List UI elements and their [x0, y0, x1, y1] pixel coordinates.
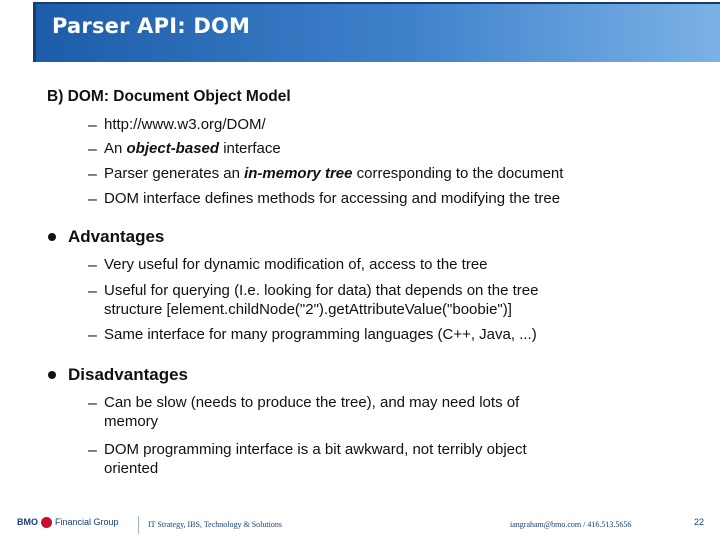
list-item: [104, 164, 563, 183]
dash-marker: –: [88, 327, 97, 344]
title-bar: [33, 2, 720, 62]
footer-divider: [138, 516, 139, 534]
dash-marker: –: [88, 283, 97, 300]
list-item: [104, 139, 281, 158]
bmo-logo: [17, 517, 119, 528]
advantages-heading: [68, 227, 164, 247]
bullet-dot-icon: [48, 371, 56, 379]
list-item-continuation: oriented: [104, 460, 159, 477]
page-number: 22: [693, 517, 704, 527]
list-item: [104, 189, 560, 208]
dash-marker: –: [88, 117, 97, 134]
bullet-dot-icon: [48, 233, 56, 241]
emphasis-text: object-based: [126, 140, 220, 157]
list-item-text: corresponding to the document: [352, 165, 564, 182]
list-item-text: An: [104, 140, 127, 157]
list-item-continuation: memory: [104, 413, 159, 430]
dash-marker: –: [88, 442, 97, 459]
logo-subtext: Financial Group: [55, 517, 119, 527]
bmo-roundel-icon: [41, 517, 52, 528]
list-item: Useful for querying (I.e. looking for data) that depends on the tree: [104, 282, 539, 299]
list-item: Very useful for dynamic modification of, access to the tree: [104, 256, 488, 273]
list-item: Same interface for many programming languages (C++, Java, ...): [104, 326, 537, 343]
list-item-continuation: structure [element.childNode("2").getAttributeValue("boobie")]: [104, 301, 512, 318]
list-item: Can be slow (needs to produce the tree), and may need lots of: [104, 394, 520, 411]
bullet-label: Advantages: [68, 227, 165, 246]
dash-marker: –: [88, 257, 97, 274]
dash-marker: –: [88, 141, 97, 158]
list-item-text: DOM interface defines methods for accessing and modifying the tree: [104, 190, 561, 207]
logo-text: BMO: [17, 517, 38, 527]
footer-department: IT Strategy, IBS, Technology & Solutions: [148, 520, 282, 529]
disadvantages-heading: [68, 365, 188, 385]
list-item-text: interface: [219, 140, 281, 157]
dash-marker: –: [88, 191, 97, 208]
list-item: [104, 115, 266, 134]
dash-marker: –: [88, 395, 97, 412]
slide-title: Parser API: DOM: [52, 14, 251, 38]
bullet-label: Disadvantages: [68, 365, 188, 384]
dash-marker: –: [88, 166, 97, 183]
list-item-text: Parser generates an: [104, 165, 245, 182]
footer-contact: iangraham@bmo.com / 416.513.5656: [510, 520, 632, 529]
list-item: DOM programming interface is a bit awkward, not terribly object: [104, 441, 527, 458]
list-item-text: http://www.w3.org/DOM/: [104, 116, 266, 133]
slide-footer: [0, 510, 720, 540]
section-heading: B) DOM: Document Object Model: [47, 88, 291, 105]
emphasis-text: in-memory tree: [244, 165, 353, 182]
